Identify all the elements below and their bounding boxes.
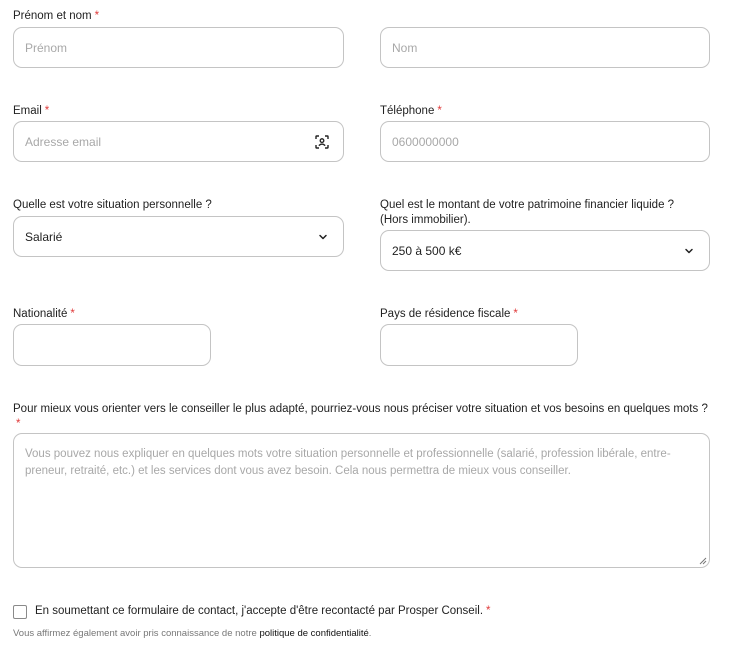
privacy-policy-link[interactable]: politique de confidentialité bbox=[259, 628, 369, 639]
nationality-input[interactable] bbox=[13, 324, 211, 366]
email-label-text: Email bbox=[13, 105, 42, 117]
required-mark: * bbox=[486, 605, 491, 617]
last-name-placeholder: Nom bbox=[392, 40, 418, 55]
needs-label bbox=[13, 402, 713, 432]
tax-residence-label bbox=[380, 307, 518, 322]
privacy-note-suffix: . bbox=[368, 628, 372, 639]
required-mark: * bbox=[94, 10, 100, 22]
name-label bbox=[13, 9, 99, 24]
required-mark: * bbox=[16, 418, 21, 430]
email-label bbox=[13, 104, 49, 119]
wealth-select[interactable] bbox=[380, 230, 710, 271]
needs-textarea[interactable] bbox=[13, 433, 710, 568]
required-mark: * bbox=[44, 105, 50, 117]
wealth-label-line2: (Hors immobilier). bbox=[380, 214, 471, 226]
resize-handle-icon[interactable] bbox=[699, 557, 707, 565]
situation-selected-value: Salarié bbox=[25, 229, 63, 244]
needs-label-text: Pour mieux vous orienter vers le conseiller le plus adapté, pourriez-vous nous préciser votre situation et vos besoins en quelques mots ? bbox=[13, 403, 708, 415]
consent-checkbox[interactable] bbox=[13, 605, 27, 619]
email-field[interactable] bbox=[13, 121, 344, 162]
wealth-label bbox=[380, 198, 674, 228]
situation-select[interactable] bbox=[13, 216, 344, 257]
needs-placeholder-line2: preneur, retraité, etc.) et les services dont vous avez besoin. Cela nous permettra de mieux vous conseiller. bbox=[25, 465, 571, 477]
last-name-input[interactable] bbox=[380, 27, 710, 68]
contact-scan-icon[interactable] bbox=[315, 135, 329, 149]
tax-residence-input[interactable] bbox=[380, 324, 578, 366]
name-label-text: Prénom et nom bbox=[13, 10, 92, 22]
situation-label: Quelle est votre situation personnelle ? bbox=[13, 199, 212, 211]
phone-field[interactable] bbox=[380, 121, 710, 162]
phone-label-text: Téléphone bbox=[380, 105, 435, 117]
email-placeholder: Adresse email bbox=[25, 134, 102, 149]
required-mark: * bbox=[437, 105, 442, 117]
nationality-label-text: Nationalité bbox=[13, 308, 68, 320]
chevron-down-icon bbox=[683, 245, 695, 257]
first-name-placeholder: Prénom bbox=[25, 40, 68, 55]
nationality-label bbox=[13, 307, 75, 322]
consent-label bbox=[35, 605, 491, 617]
phone-label bbox=[380, 104, 442, 119]
first-name-input[interactable] bbox=[13, 27, 344, 68]
chevron-down-icon bbox=[317, 231, 329, 243]
wealth-selected-value: 250 à 500 k€ bbox=[392, 243, 462, 258]
privacy-note-prefix: Vous affirmez également avoir pris connaissance de notre bbox=[13, 628, 257, 639]
needs-placeholder-line1: Vous pouvez nous expliquer en quelques mots votre situation personnelle et professionnelle (salarié, profession libérale, entre- bbox=[25, 448, 671, 460]
tax-residence-label-text: Pays de résidence fiscale bbox=[380, 308, 511, 320]
required-mark: * bbox=[513, 308, 518, 320]
required-mark: * bbox=[70, 308, 75, 320]
privacy-note bbox=[13, 628, 371, 639]
phone-placeholder: 0600000000 bbox=[392, 134, 459, 149]
consent-label-text: En soumettant ce formulaire de contact, j'accepte d'être recontacté par Prosper Conseil. bbox=[35, 605, 484, 617]
wealth-label-line1: Quel est le montant de votre patrimoine financier liquide ? bbox=[380, 199, 675, 211]
